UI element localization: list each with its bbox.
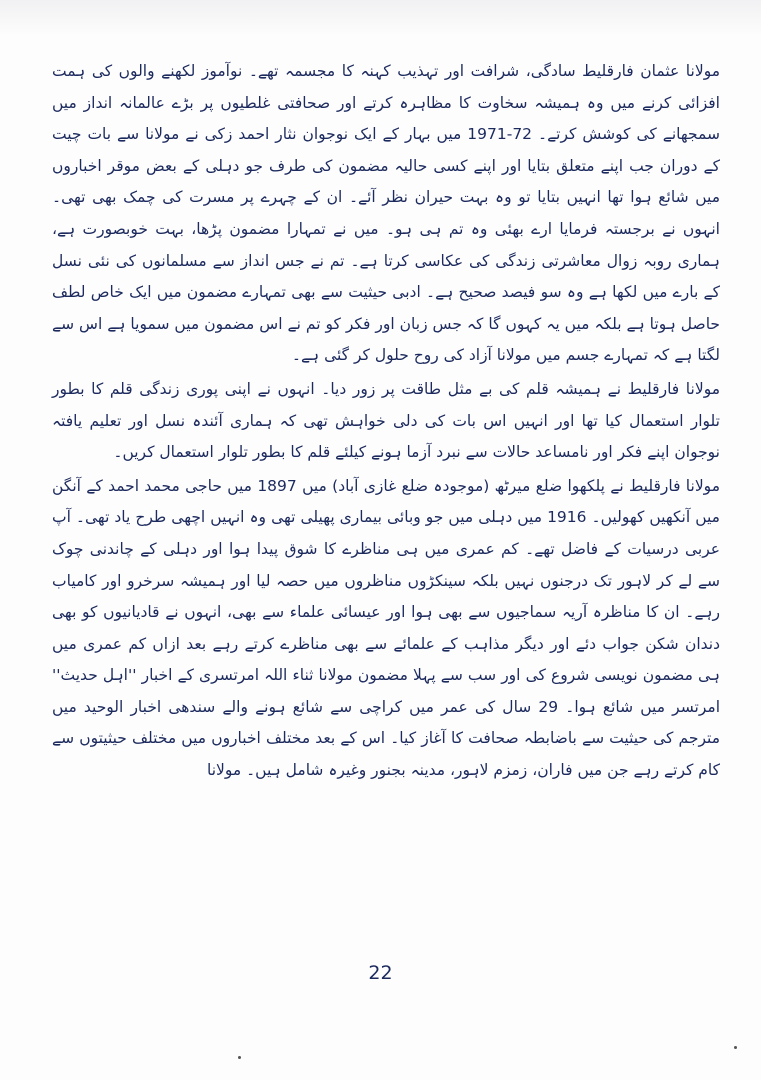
scan-speck [238,1056,241,1059]
paragraph-1: مولانا عثمان فارقلیط سادگی، شرافت اور تہذیب کہنہ کا مجسمہ تھے۔ نوآموز لکھنے والوں کی ہمت افزائی کرنے میں وہ ہمیشہ سخاوت کا مظاہرہ کرتے اور صحافتی غلطیوں پر بڑے عالمانہ انداز میں سمجھانے کی کوشش کرتے۔ 72-1971 میں بہار کے ایک نوجوان نثار احمد زکی نے مولانا سے بات چیت کے دوران جب اپنے متعلق بتایا اور اپنے کسی حالیہ مضمون کی طرف جو دہلی کے بعض موقر اخباروں میں شائع ہوا تھا انہیں بتایا تو وہ بہت حیران نظر آئے۔ ان کے چہرے پر مسرت کی چمک بھی تھی۔ انہوں نے برجستہ فرمایا ارے بھئی وہ تم ہی ہو۔ میں نے تمہارا مضمون پڑھا، بہت خوبصورت ہے، ہماری روبہ زوال معاشرتی زندگی کی عکاسی کرتا ہے۔ تم نے جس انداز سے مسلمانوں کی نئی نسل کے بارے میں لکھا ہے وہ سو فیصد صحیح ہے۔ ادبی حیثیت سے بھی تمہارے مضمون میں ایک خاص لطف حاصل ہوتا ہے بلکہ میں یہ کہوں گا کہ جس زبان اور فکر کو تم نے اس مضمون میں سمویا ہے اس سے لگتا ہے کہ تمہارے جسم میں مولانا آزاد کی روح حلول کر گئی ہے۔ [52,62,720,365]
page-number: 22 [368,962,393,984]
paragraph-2: مولانا فارقلیط نے ہمیشہ قلم کی بے مثل طاقت پر زور دیا۔ انہوں نے اپنی پوری زندگی قلم کا بطور تلوار استعمال کیا تھا اور انہیں اس بات کی دلی خواہش تھی کہ ہماری آئندہ نسل اور تعلیم یافتہ نوجوان اپنے فکر اور نامساعد حالات سے نبرد آزما ہونے کیلئے قلم کا بطور تلوار استعمال کریں۔ [52,379,720,462]
body-text [52,56,720,787]
scan-speck [734,1046,737,1049]
paragraph-3: مولانا فارقلیط نے پلکھوا ضلع میرٹھ (موجودہ ضلع غازی آباد) میں 1897 میں حاجی محمد احمد کے آنگن میں آنکھیں کھولیں۔ 1916 میں دہلی میں جو وبائی بیماری پھیلی تھی وہ انہیں اچھی طرح یاد تھی۔ آپ عربی درسیات کے فاضل تھے۔ کم عمری میں ہی مناظرے کا شوق پیدا ہوا اور دہلی کے چاندنی چوک سے لے کر لاہور تک درجنوں نہیں بلکہ سینکڑوں مناظروں میں حصہ لیا اور ہمیشہ سرخرو اور کامیاب رہے۔ ان کا مناظرہ آریہ سماجیوں سے بھی ہوا اور عیسائی علماء سے بھی، انہوں نے قادیانیوں کو بھی دندان شکن جواب دئے اور دیگر مذاہب کے علمائے سے بھی مناظرے کرتے رہے بعد ازاں کم عمری میں ہی مضمون نویسی شروع کی اور سب سے پہلا مضمون مولانا ثناء اللہ امرتسری کے اخبار ''اہل حدیث'' امرتسر میں شائع ہوا۔ 29 سال کی عمر میں کراچی سے شائع ہونے والے سندھی اخبار الوحید میں مترجم کی حیثیت سے باضابطہ صحافت کا آغاز کیا۔ اس کے بعد مختلف اخباروں میں مختلف حیثیتوں سے کام کرتے رہے جن میں فاران، زمزم لاہور، مدینہ بجنور وغیرہ شامل ہیں۔ مولانا [52,476,721,780]
scan-top-edge [0,0,761,34]
